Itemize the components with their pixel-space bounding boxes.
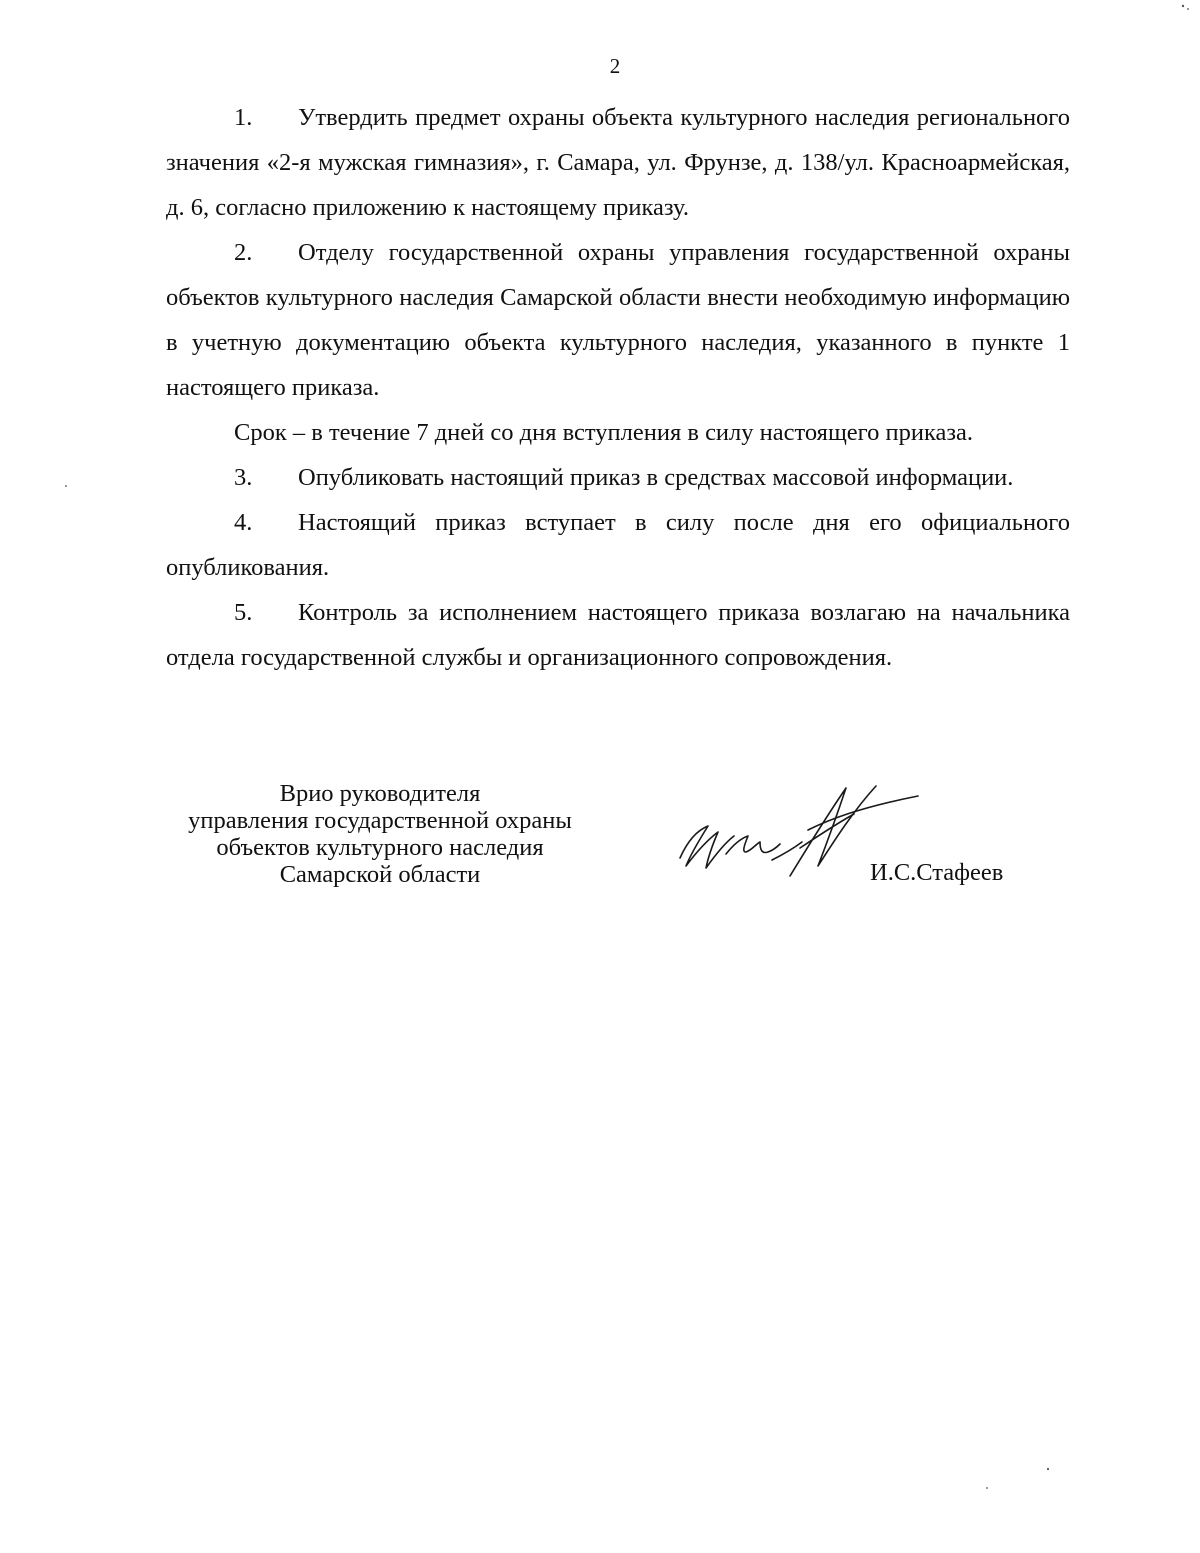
position-line: управления государственной охраны <box>188 807 572 834</box>
page-number: 2 <box>609 54 621 78</box>
signatory-position <box>150 780 610 888</box>
paragraph-5 <box>166 590 1070 680</box>
scan-speck <box>986 1487 988 1489</box>
signature-stroke <box>680 826 734 868</box>
scan-speck <box>65 485 67 487</box>
paragraph-2 <box>166 230 1070 410</box>
scan-speck <box>1047 1468 1049 1470</box>
paragraph-number: 1. <box>234 104 253 131</box>
position-line: Врио руководителя <box>279 780 481 807</box>
paragraph-text: Отделу государственной охраны управления государственной охраны объектов культурного наследия Самарской области внести необходимую информацию в учетную документацию объекта культурного наследия, указанного в пункте 1 настоящего приказа. <box>166 239 1070 401</box>
position-line: Самарской области <box>279 861 481 888</box>
paragraph-3 <box>166 455 1070 500</box>
signature-stroke <box>772 842 802 860</box>
paragraph-number: 4. <box>234 509 253 536</box>
paragraph-text: Опубликовать настоящий приказ в средствах массовой информации. <box>298 464 1014 491</box>
signer-name: И.С.Стафеев <box>870 859 1004 886</box>
paragraph-text: Настоящий приказ вступает в силу после дня его официального опубликования. <box>166 509 1070 581</box>
paragraph-text: Контроль за исполнением настоящего приказа возлагаю на начальника отдела государственной службы и организационного сопровождения. <box>166 599 1070 671</box>
scan-speck <box>1182 5 1184 7</box>
paragraph-text: Утвердить предмет охраны объекта культурного наследия регионального значения «2-я мужская гимназия», г. Самара, ул. Фрунзе, д. 138/ул. Красноармейская, д. 6, согласно приложению к настоящему приказу. <box>166 104 1070 221</box>
document-body <box>166 95 1070 680</box>
scan-speck <box>1187 8 1189 10</box>
paragraph-number: 5. <box>234 599 253 626</box>
paragraph-text: Срок – в течение 7 дней со дня вступления в силу настоящего приказа. <box>234 419 974 446</box>
paragraph-4 <box>166 500 1070 590</box>
signature-stroke <box>726 836 780 854</box>
paragraph-number: 2. <box>234 239 253 266</box>
signature-stroke <box>790 786 876 876</box>
position-line: объектов культурного наследия <box>216 834 544 861</box>
paragraph-deadline <box>166 410 1070 455</box>
paragraph-number: 3. <box>234 464 253 491</box>
paragraph-1 <box>166 95 1070 230</box>
